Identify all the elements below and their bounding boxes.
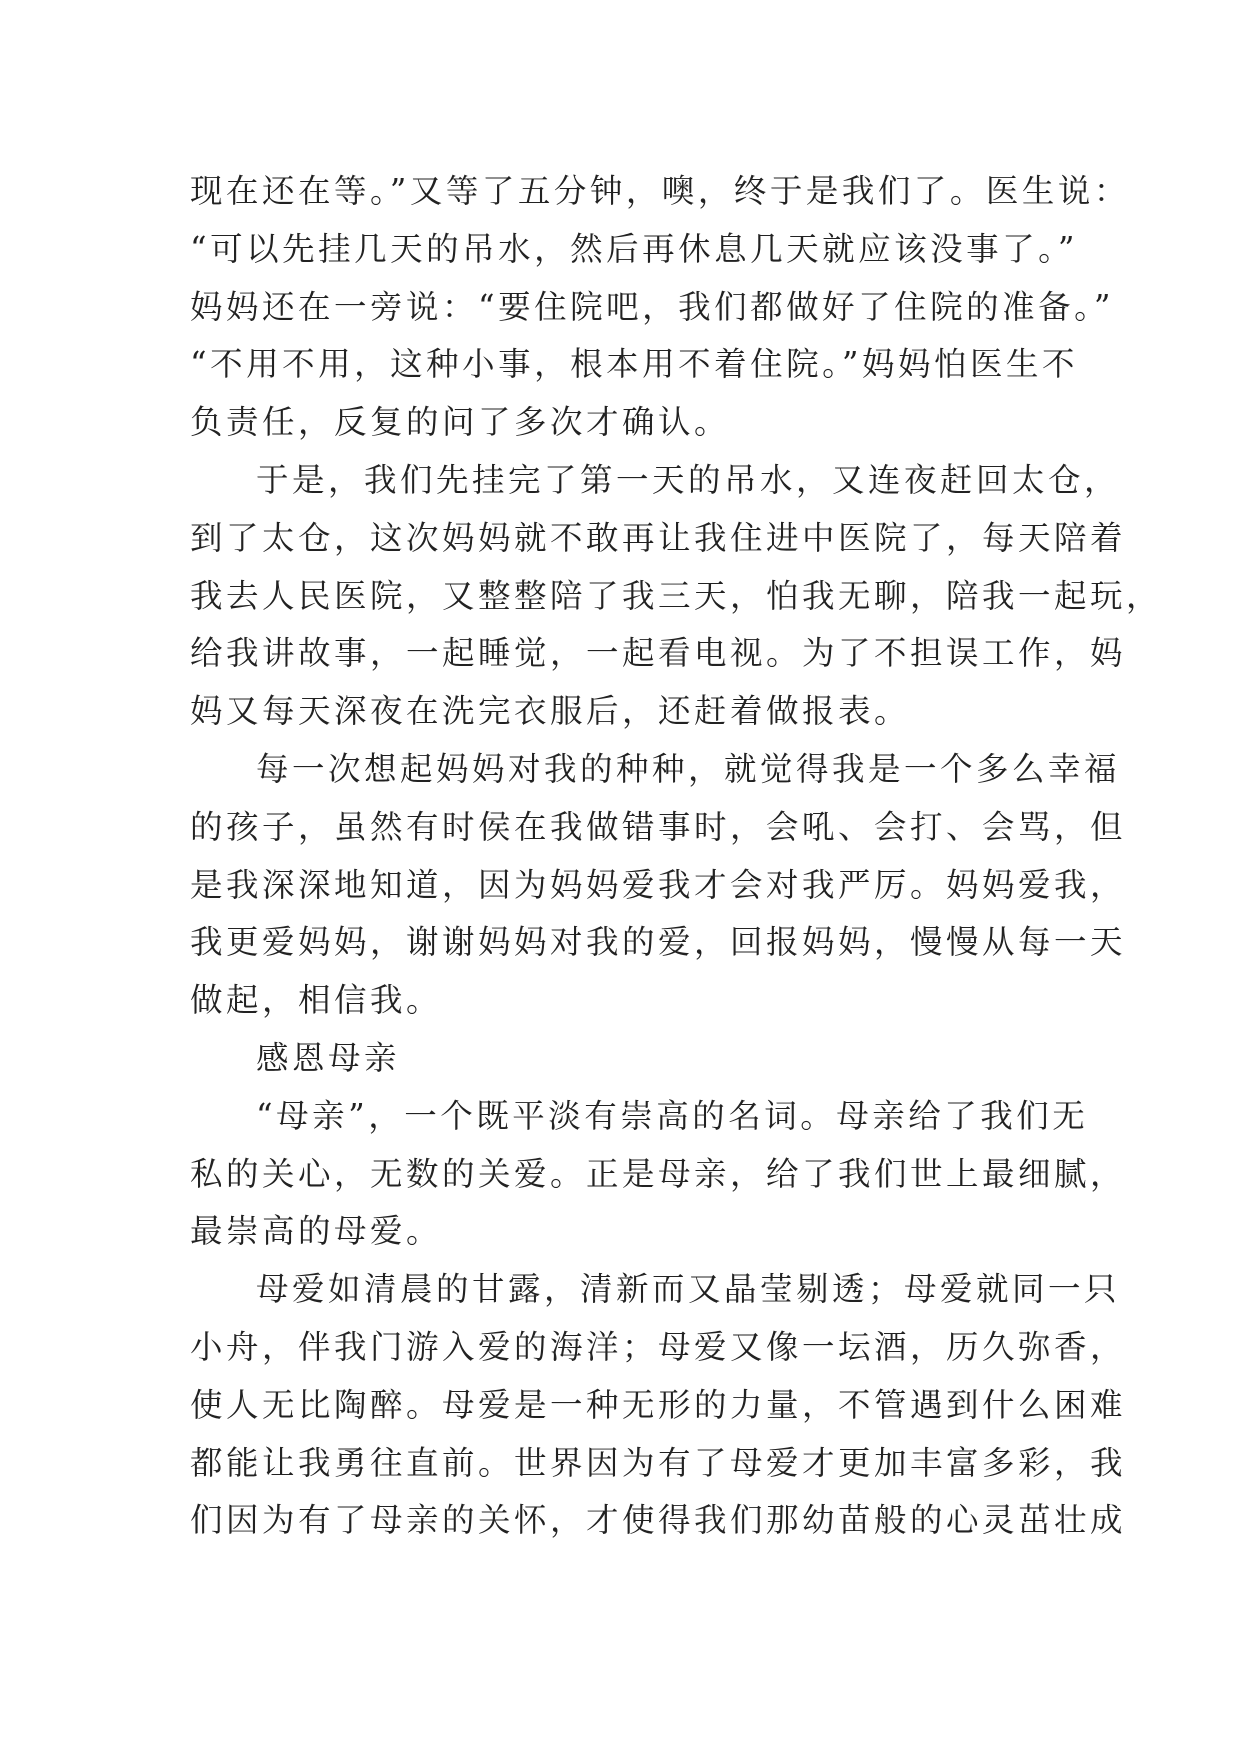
text-line: 的孩子，虽然有时侯在我做错事时，会吼、会打、会骂，但 — [190, 807, 1127, 846]
text-line: 到了太仓，这次妈妈就不敢再让我住进中医院了，每天陪着 — [190, 518, 1127, 557]
text-line: 给我讲故事，一起睡觉，一起看电视。为了不担误工作，妈 — [190, 634, 1127, 673]
document-body — [190, 163, 1163, 1550]
text-line: 我去人民医院，又整整陪了我三天，怕我无聊，陪我一起玩， — [190, 576, 1163, 615]
text-line: 妈又每天深夜在洗完衣服后，还赶着做报表。 — [190, 692, 911, 731]
text-line: “不用不用，这种小事，根本用不着住院。”妈妈怕医生不 — [190, 345, 1078, 384]
text-line: 妈妈还在一旁说：“要住院吧，我们都做好了住院的准备。” — [190, 287, 1114, 326]
text-line: 小舟，伴我门游入爱的海洋；母爱又像一坛酒，历久弥香， — [190, 1327, 1127, 1366]
text-line: 现在还在等。”又等了五分钟，噢，终于是我们了。医生说： — [190, 172, 1130, 210]
text-line: 感恩母亲 — [256, 1038, 401, 1077]
text-line: 们因为有了母亲的关怀，才使得我们那幼苗般的心灵茁壮成 — [190, 1501, 1127, 1540]
text-line: 使人无比陶醉。母爱是一种无形的力量，不管遇到什么困难 — [190, 1385, 1127, 1424]
text-line: 私的关心，无数的关爱。正是母亲，给了我们世上最细腻， — [190, 1154, 1127, 1193]
text-line: 我更爱妈妈，谢谢妈妈对我的爱，回报妈妈，慢慢从每一天 — [190, 923, 1127, 962]
text-line: 于是，我们先挂完了第一天的吊水，又连夜赶回太仓， — [256, 460, 1121, 499]
text-line: 是我深深地知道，因为妈妈爱我才会对我严厉。妈妈爱我， — [190, 865, 1127, 904]
text-line: 做起，相信我。 — [190, 981, 443, 1020]
text-line: 负责任，反复的问了多次才确认。 — [190, 403, 731, 442]
text-line: 每一次想起妈妈对我的种种，就觉得我是一个多么幸福 — [256, 749, 1121, 788]
text-line: 母爱如清晨的甘露，清新而又晶莹剔透；母爱就同一只 — [256, 1270, 1121, 1309]
text-line: 最崇高的母爱。 — [190, 1212, 443, 1251]
text-line: “可以先挂几天的吊水，然后再休息几天就应该没事了。” — [190, 229, 1078, 268]
text-line: 都能让我勇往直前。世界因为有了母爱才更加丰富多彩，我 — [190, 1443, 1127, 1482]
text-line: “母亲”，一个既平淡有崇高的名词。母亲给了我们无 — [256, 1096, 1089, 1135]
